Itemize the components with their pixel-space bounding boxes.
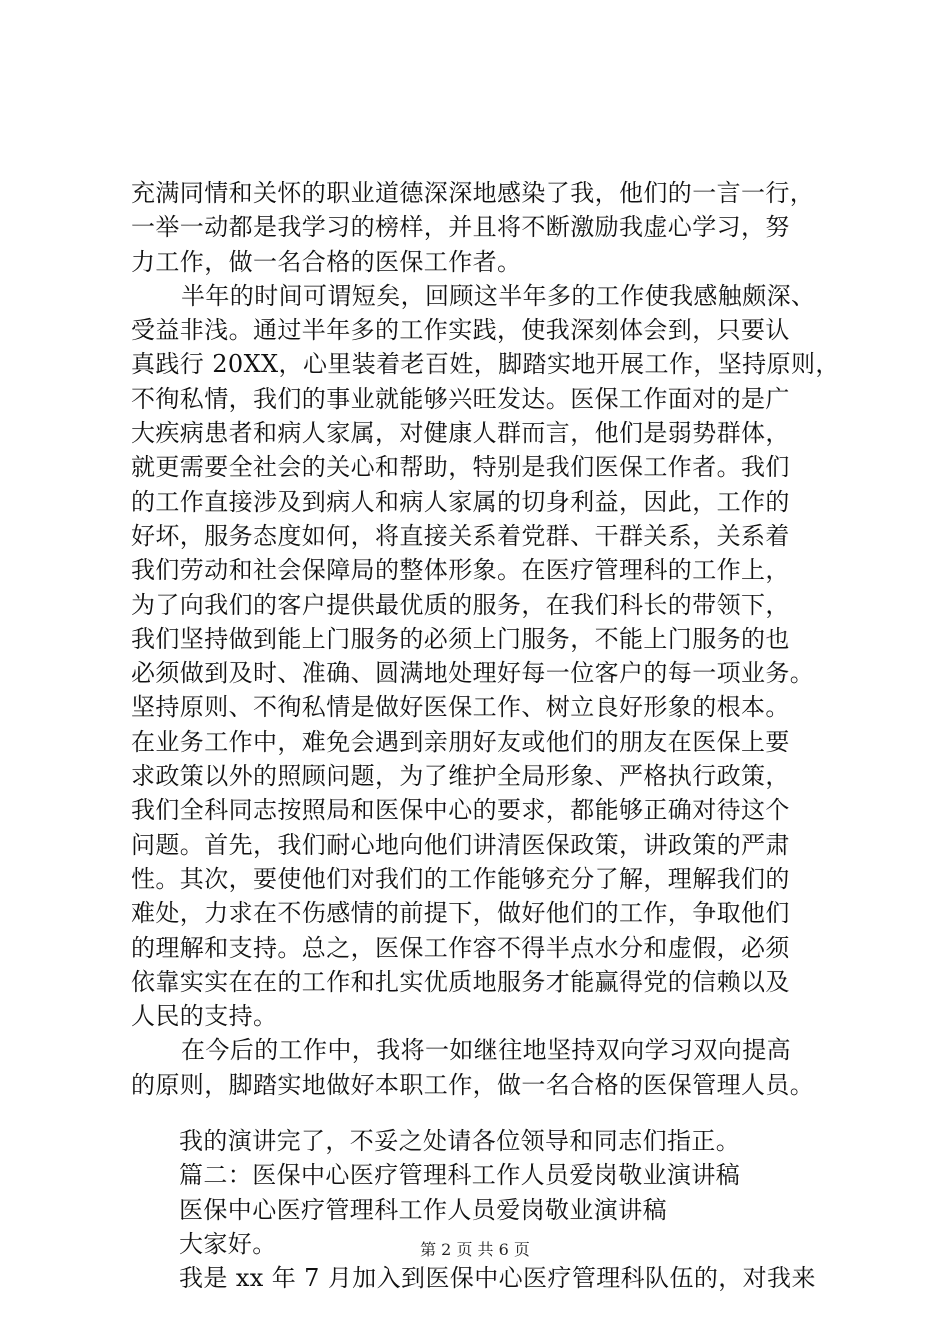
paragraph-line: 就更需要全社会的关心和帮助，特别是我们医保工作者。我们 [131, 453, 790, 482]
paragraph-line: 的理解和支持。总之，医保工作容不得半点水分和虚假，必须 [131, 933, 790, 962]
paragraph-line: 人民的支持。 [131, 1002, 278, 1031]
paragraph-line: 大疾病患者和病人家属，对健康人群而言，他们是弱势群体， [131, 419, 790, 448]
paragraph-line: 充满同情和关怀的职业道德深深地感染了我，他们的一言一行， [131, 179, 815, 207]
paragraph-line: 为了向我们的客户提供最优质的服务，在我们科长的带领下， [131, 590, 790, 619]
document-body [131, 176, 851, 1296]
paragraph-line: 性。其次，要使他们对我们的工作能够充分了解，理解我们的 [131, 864, 790, 893]
paragraph-line: 我们坚持做到能上门服务的必须上门服务，不能上门服务的也 [131, 624, 790, 653]
paragraph-line: 依靠实实在在的工作和扎实优质地服务才能赢得党的信赖以及 [131, 967, 790, 996]
paragraph-line: 我们全科同志按照局和医保中心的要求，都能够正确对待这个 [131, 796, 790, 825]
section-heading: 篇二：医保中心医疗管理科工作人员爱岗敬业演讲稿 [179, 1161, 741, 1190]
closing-line: 我的演讲完了，不妥之处请各位领导和同志们指正。 [179, 1127, 741, 1156]
paragraph-line: 在业务工作中，难免会遇到亲朋好友或他们的朋友在医保上要 [131, 727, 790, 756]
paragraph-line: 问题。首先，我们耐心地向他们讲清医保政策，讲政策的严肃 [131, 830, 790, 859]
paragraph-line: 坚持原则、不徇私情是做好医保工作、树立良好形象的根本。 [131, 693, 790, 722]
page-number-footer: 第 2 页 共 6 页 [420, 1240, 530, 1259]
paragraph-line: 力工作，做一名合格的医保工作者。 [131, 247, 522, 276]
paragraph-line: 不徇私情，我们的事业就能够兴旺发达。医保工作面对的是广 [131, 384, 790, 413]
paragraph-line: 好坏，服务态度如何，将直接关系着党群、干群关系，关系着 [131, 521, 790, 550]
paragraph-line: 半年的时间可谓短矣，回顾这半年多的工作使我感触颇深、 [181, 281, 816, 310]
paragraph-line: 我是 xx 年 7 月加入到医保中心医疗管理科队伍的，对我来 [179, 1264, 816, 1293]
paragraph-line: 必须做到及时、准确、圆满地处理好每一位客户的每一项业务。 [131, 659, 815, 688]
paragraph-line: 一举一动都是我学习的榜样，并且将不断激励我虚心学习，努 [131, 213, 790, 242]
paragraph-spacer [131, 1102, 851, 1124]
paragraph-line: 的原则，脚踏实地做好本职工作，做一名合格的医保管理人员。 [131, 1070, 815, 1099]
speech-title: 医保中心医疗管理科工作人员爱岗敬业演讲稿 [179, 1195, 667, 1224]
paragraph-line: 真践行 20XX，心里装着老百姓，脚踏实地开展工作，坚持原则， [131, 350, 840, 379]
paragraph-line: 的工作直接涉及到病人和病人家属的切身利益，因此，工作的 [131, 487, 790, 516]
greeting-line: 大家好。 [179, 1229, 277, 1258]
paragraph-line: 难处，力求在不伤感情的前提下，做好他们的工作，争取他们 [131, 899, 790, 928]
paragraph-line: 我们劳动和社会保障局的整体形象。在医疗管理科的工作上， [131, 556, 790, 585]
paragraph-line: 在今后的工作中，我将一如继往地坚持双向学习双向提高 [181, 1036, 791, 1065]
paragraph-line: 求政策以外的照顾问题，为了维护全局形象、严格执行政策， [131, 762, 790, 791]
paragraph-line: 受益非浅。通过半年多的工作实践，使我深刻体会到，只要认 [131, 316, 790, 345]
